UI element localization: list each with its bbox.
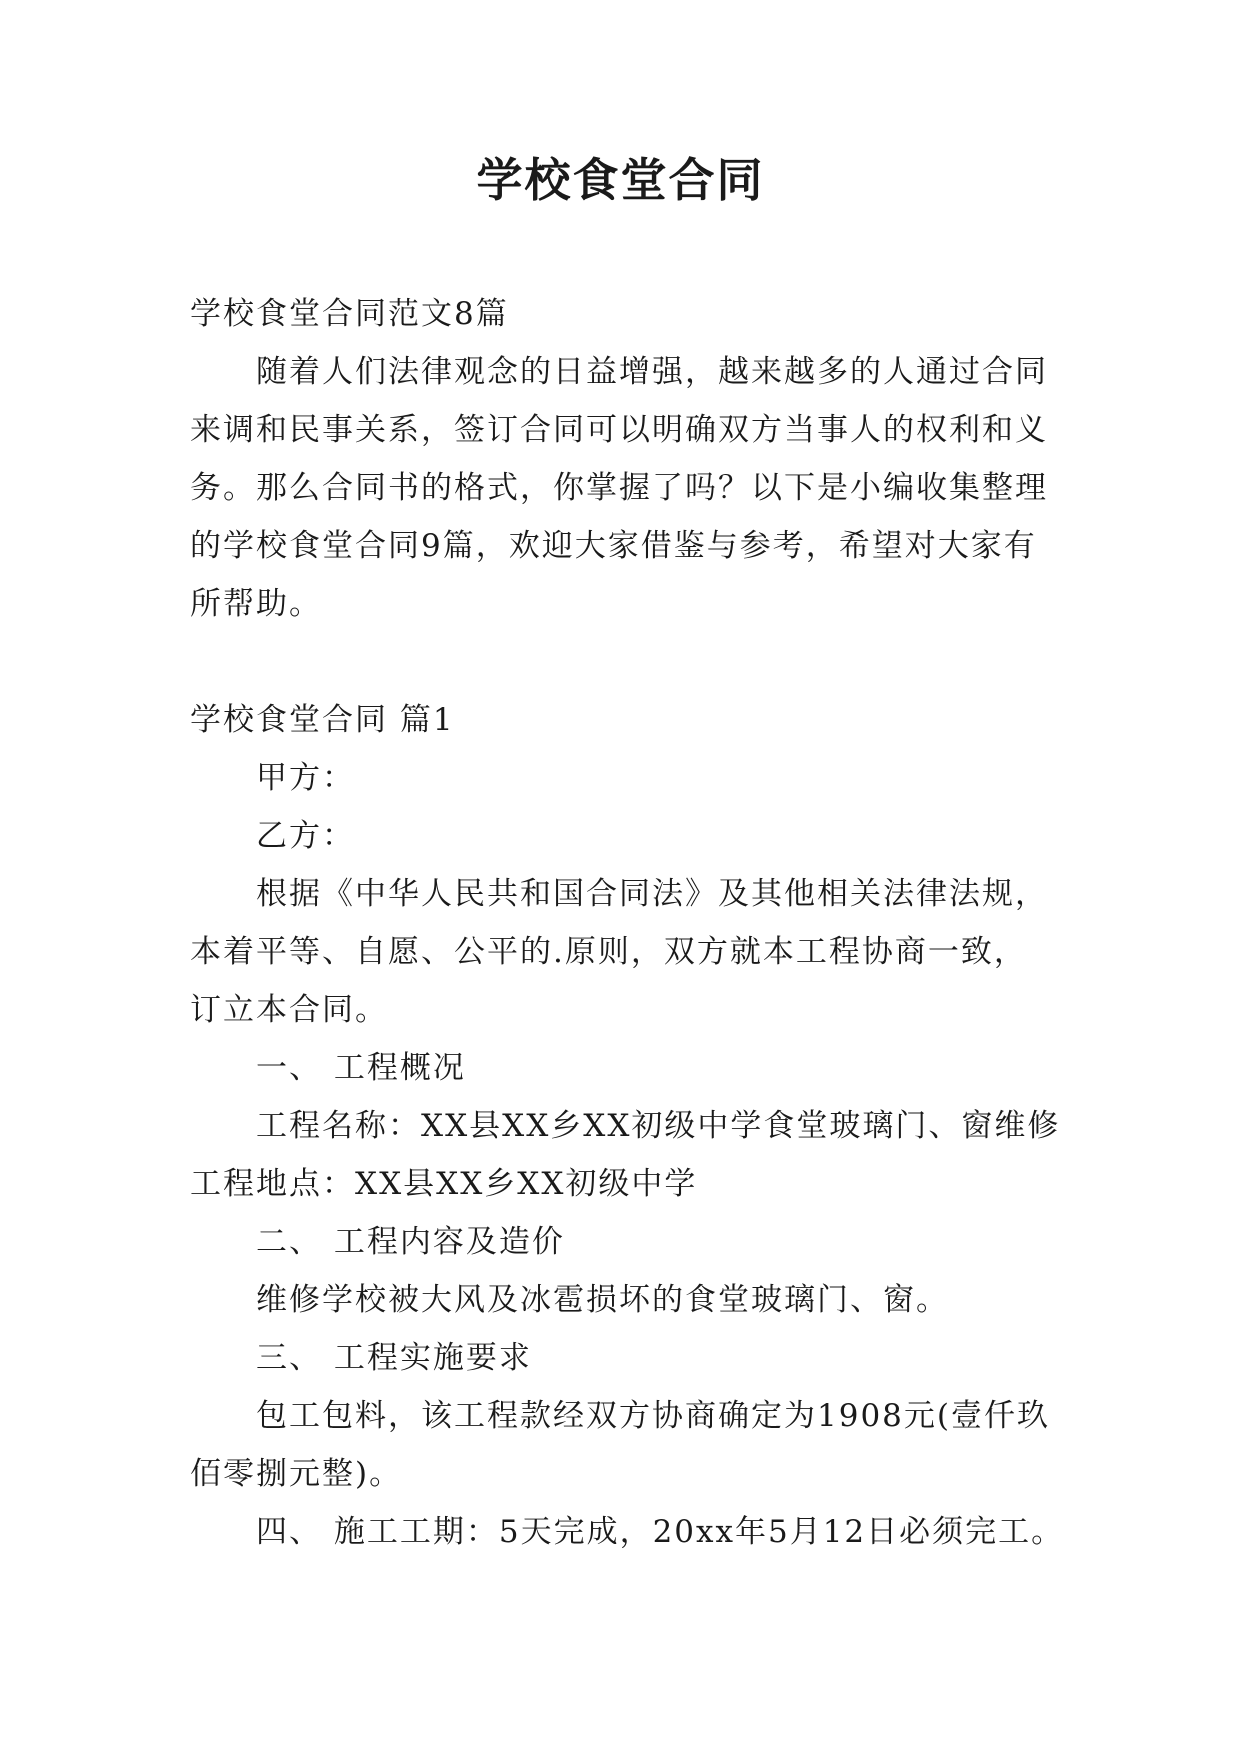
clause-heading: 一、 工程概况 (256, 1050, 466, 1086)
document-subtitle: 学校食堂合同范文8篇 (190, 296, 509, 332)
intro-line: 务。那么合同书的格式，你掌握了吗？以下是小编收集整理 (190, 470, 1048, 506)
clause-content: 佰零捌元整)。 (190, 1456, 403, 1492)
basis-line: 本着平等、自愿、公平的.原则，双方就本工程协商一致， (190, 934, 1027, 970)
intro-line: 随着人们法律观念的日益增强，越来越多的人通过合同 (256, 354, 1048, 390)
clause-heading: 三、 工程实施要求 (256, 1340, 532, 1376)
document-title: 学校食堂合同 (476, 153, 765, 207)
intro-line: 来调和民事关系，签订合同可以明确双方当事人的权利和义 (190, 412, 1048, 448)
party-b-label: 乙方： (256, 818, 355, 854)
clause-content: 维修学校被大风及冰雹损坏的食堂玻璃门、窗。 (256, 1282, 949, 1318)
intro-line: 所帮助。 (190, 586, 322, 622)
basis-line: 根据《中华人民共和国合同法》及其他相关法律法规， (256, 876, 1048, 912)
party-a-label: 甲方： (256, 760, 355, 796)
basis-line: 订立本合同。 (190, 992, 388, 1028)
intro-line: 的学校食堂合同9篇，欢迎大家借鉴与参考，希望对大家有 (190, 528, 1037, 564)
document-body (190, 285, 1065, 1561)
clause-heading: 二、 工程内容及造价 (256, 1224, 565, 1260)
project-name: 工程名称：XX县XX乡XX初级中学食堂玻璃门、窗维修 (256, 1108, 1061, 1144)
clause-content: 包工包料，该工程款经双方协商确定为1908元(壹仟玖 (256, 1398, 1050, 1434)
clause-heading: 四、 施工工期：5天完成，20xx年5月12日必须完工。 (256, 1514, 1065, 1550)
paragraph-gap (190, 633, 1050, 691)
project-location: 工程地点：XX县XX乡XX初级中学 (190, 1166, 698, 1202)
section-heading: 学校食堂合同 篇1 (190, 702, 455, 738)
